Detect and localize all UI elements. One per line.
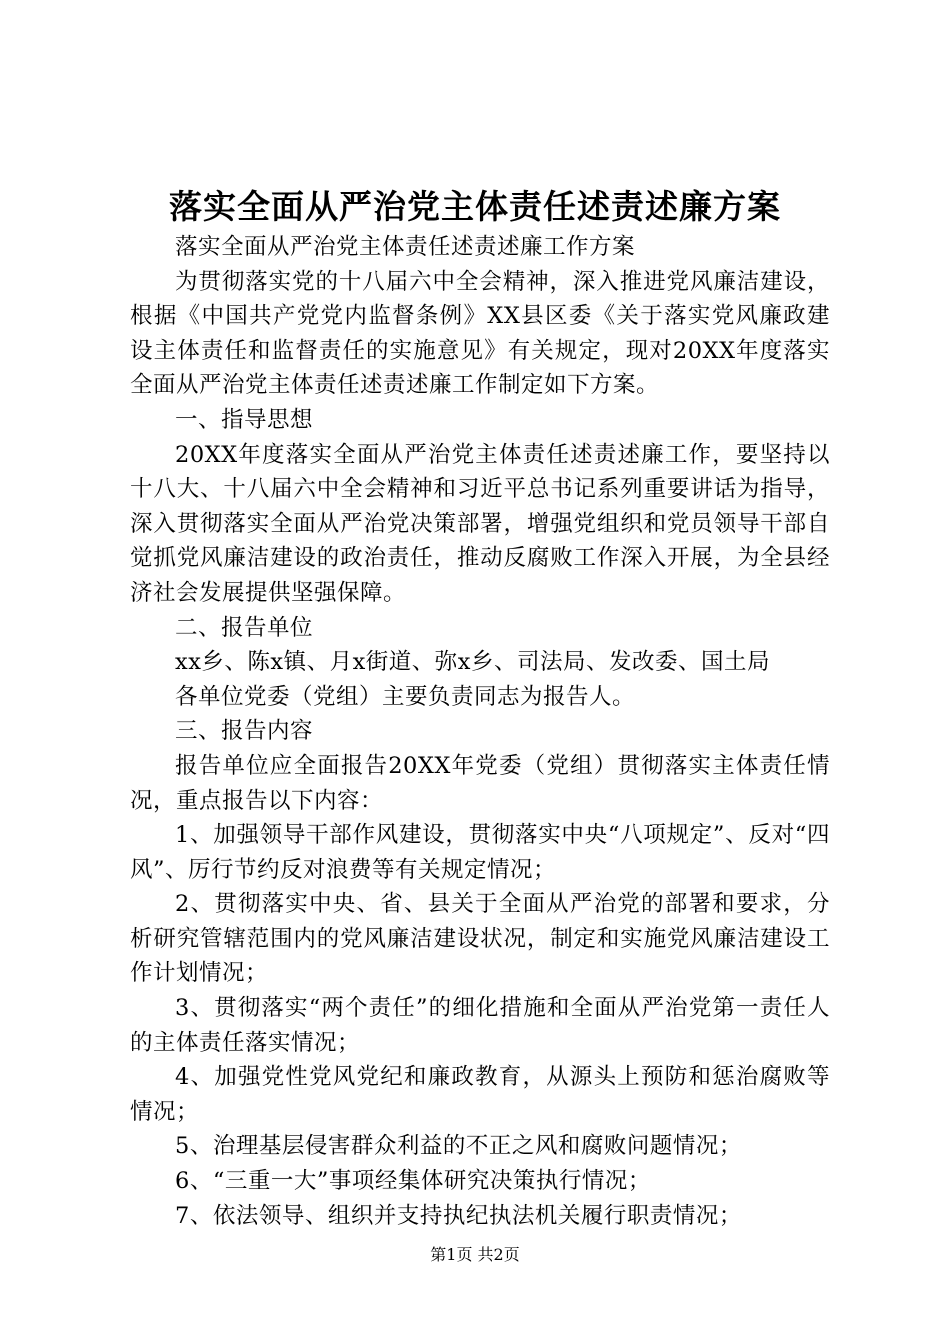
report-content-intro: 报告单位应全面报告20XX年党委（党组）贯彻落实主体责任情况，重点报告以下内容：	[130, 752, 830, 814]
document-body	[130, 230, 830, 1233]
list-item-2: 2、贯彻落实中央、省、县关于全面从严治党的部署和要求，分析研究管辖范围内的党风廉洁建设状况，制定和实施党风廉洁建设工作计划情况；	[130, 891, 830, 987]
section-heading-guiding-thought: 一、指导思想	[175, 406, 314, 433]
section-heading-report-content: 三、报告内容	[175, 718, 314, 745]
list-item-4: 4、加强党性党风党纪和廉政教育，从源头上预防和惩治腐败等情况；	[130, 1064, 830, 1125]
list-item-1: 1、加强领导干部作风建设，贯彻落实中央“八项规定”、反对“四风”、厉行节约反对浪费等有关规定情况；	[130, 822, 830, 883]
intro-paragraph: 为贯彻落实党的十八届六中全会精神，深入推进党风廉洁建设，根据《中国共产党党内监督条例》XX县区委《关于落实党风廉政建设主体责任和监督责任的实施意见》有关规定，现对20XX年度落实全面从严治党主体责任述责述廉工作制定如下方案。	[130, 268, 830, 399]
reporter-paragraph: 各单位党委（党组）主要负责同志为报告人。	[175, 683, 636, 710]
list-item-3: 3、贯彻落实“两个责任”的细化措施和全面从严治党第一责任人的主体责任落实情况；	[130, 995, 830, 1056]
subtitle-paragraph: 落实全面从严治党主体责任述责述廉工作方案	[175, 234, 636, 260]
list-item-7: 7、依法领导、组织并支持执纪执法机关履行职责情况；	[175, 1202, 742, 1229]
reporting-units-list: xx乡、陈x镇、月x街道、弥x乡、司法局、发改委、国土局	[175, 649, 770, 676]
page-footer: 第1页 共2页	[430, 1245, 520, 1264]
document-title: 落实全面从严治党主体责任述责述廉方案	[169, 187, 781, 226]
list-item-5: 5、治理基层侵害群众利益的不正之风和腐败问题情况；	[175, 1133, 742, 1160]
section-heading-reporting-units: 二、报告单位	[175, 614, 314, 641]
list-item-6: 6、“三重一大”事项经集体研究决策执行情况；	[175, 1168, 651, 1195]
guiding-thought-paragraph: 20XX年度落实全面从严治党主体责任述责述廉工作，要坚持以十八大、十八届六中全会精神和习近平总书记系列重要讲话为指导，深入贯彻落实全面从严治党决策部署，增强党组织和党员领导干部自觉抓党风廉洁建设的政治责任，推动反腐败工作深入开展，为全县经济社会发展提供坚强保障。	[130, 441, 830, 606]
